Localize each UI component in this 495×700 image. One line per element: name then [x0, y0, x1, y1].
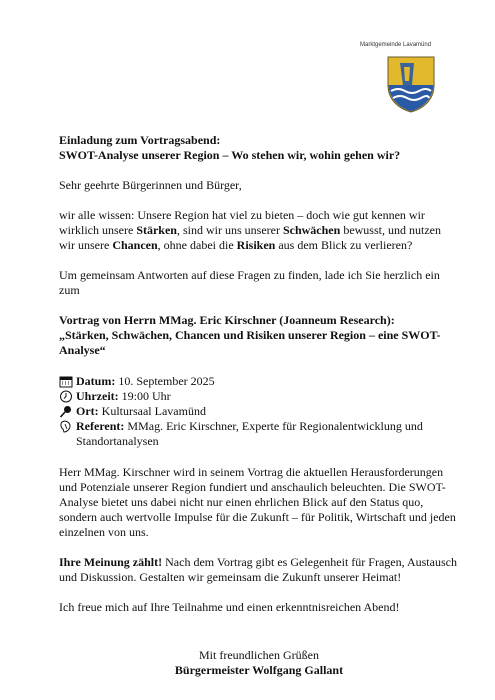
clock-icon: [59, 390, 73, 403]
speaker-icon: [59, 420, 73, 433]
term-opportunities: Chancen: [112, 238, 158, 252]
intro-paragraph: wir alle wissen: Unsere Region hat viel zu bieten – doch wie gut kennen wir wirklich unsere Stärken, sind wir uns unserer Schwächen bewusst, und nutzen wir unsere Chancen, ohne dabei die Risiken aus dem Blick zu verlieren?: [59, 208, 441, 252]
invitation-heading: [59, 133, 459, 163]
term-risks: Risiken: [236, 238, 276, 252]
coat-of-arms-icon: [386, 55, 436, 113]
salutation: Sehr geehrte Bürgerinnen und Bürger,: [59, 178, 242, 192]
signature-name: Bürgermeister Wolfgang Gallant: [174, 663, 344, 677]
invite-paragraph: Um gemeinsam Antworten auf diese Fragen zu finden, lade ich Sie herzlich ein zum: [59, 268, 440, 297]
letter-body: [59, 133, 459, 678]
description-paragraph: Herr MMag. Kirschner wird in seinem Vortrag die aktuellen Herausforderungen und Potenziale unserer Region fundiert und anschaulich beleuchten. Die SWOT-Analyse bietet uns dabei nicht nur einen ehrlichen Blick auf den Status quo, sondern auch wertvolle Impulse für die Zukunft – für Politik, Wirtschaft und jeden einzelnen von uns.: [59, 465, 456, 539]
signature-block: [59, 648, 459, 678]
invitation-line-1: Einladung zum Vortragsabend:: [59, 133, 221, 147]
talk-line-1: Vortrag von Herrn MMag. Eric Kirschner (Joanneum Research):: [59, 313, 395, 327]
detail-speaker: Referent: MMag. Eric Kirschner, Experte für Regionalentwicklung und Standortanalysen: [59, 419, 459, 449]
term-strengths: Stärken: [136, 223, 177, 237]
invitation-line-2: SWOT-Analyse unserer Region – Wo stehen wir, wohin gehen wir?: [59, 148, 401, 162]
talk-title: [59, 313, 459, 358]
opinion-paragraph: Ihre Meinung zählt! Nach dem Vortrag gibt es Gelegenheit für Fragen, Austausch und Diskussion. Gestalten wir gemeinsam die Zukunft unserer Heimat!: [59, 555, 457, 584]
closing-paragraph: Ich freue mich auf Ihre Teilnahme und einen erkenntnisreichen Abend!: [59, 600, 400, 614]
detail-date: Datum: 10. September 2025: [59, 374, 459, 389]
event-details: [59, 374, 459, 449]
detail-time: Uhrzeit: 19:00 Uhr: [59, 389, 459, 404]
pin-icon: [59, 405, 73, 418]
closing-greeting: Mit freundlichen Grüßen: [199, 648, 319, 662]
detail-place: Ort: Kultursaal Lavamünd: [59, 404, 459, 419]
talk-line-2: „Stärken, Schwächen, Chancen und Risiken unserer Region – eine SWOT-Analyse“: [59, 328, 441, 357]
calendar-icon: [59, 375, 73, 388]
opinion-heading: Ihre Meinung zählt!: [59, 555, 163, 569]
municipality-name: Marktgemeinde Lavamünd: [360, 42, 432, 48]
term-weaknesses: Schwächen: [282, 223, 341, 237]
